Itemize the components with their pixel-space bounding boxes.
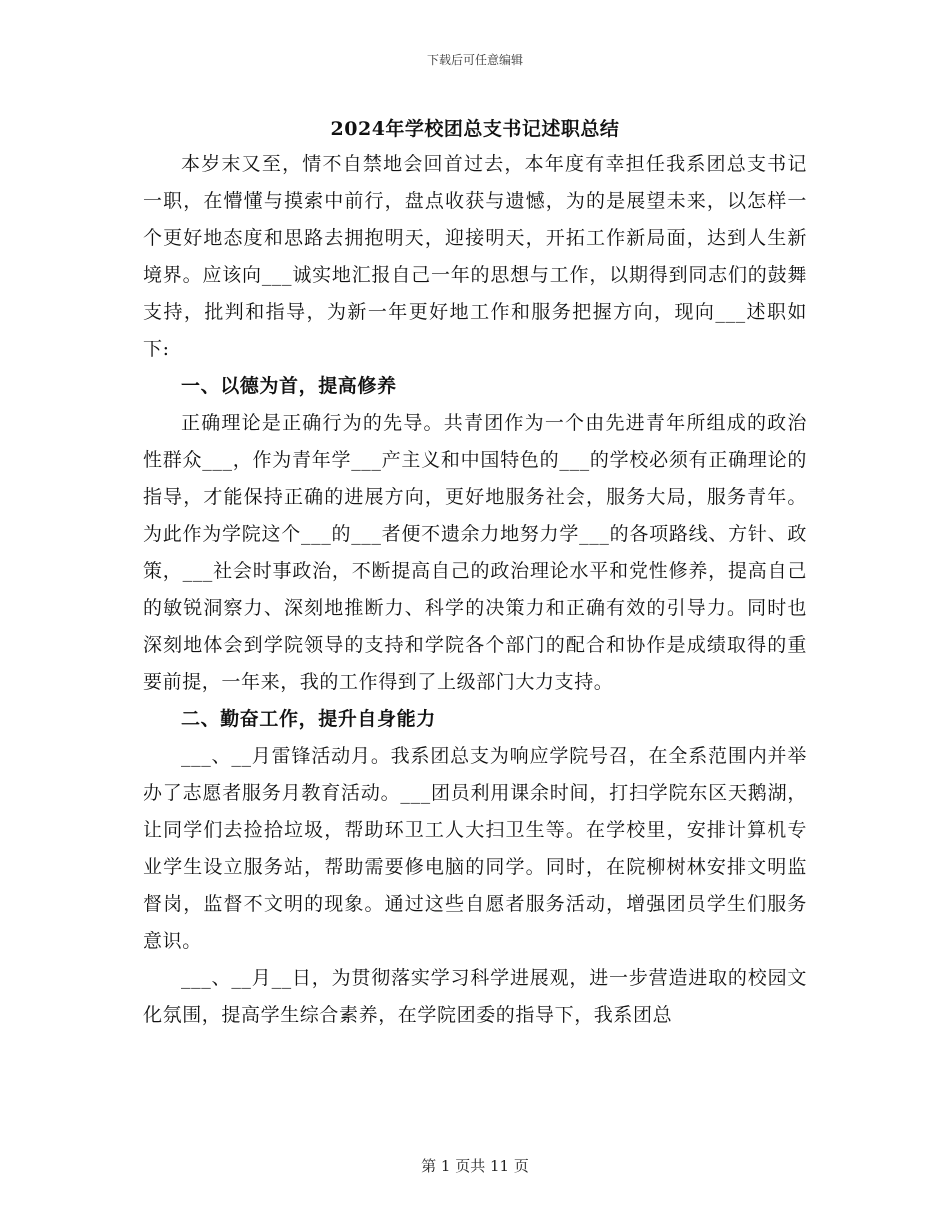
paragraph-culture: ___、__月__日，为贯彻落实学习科学进展观，进一步营造进取的校园文化氛围，提高学生综合素养，在学院团委的指导下，我系团总 <box>143 967 807 1026</box>
document-title: 2024年学校团总支书记述职总结 <box>330 118 620 140</box>
section-heading-2: 二、勤奋工作，提升自身能力 <box>181 708 436 730</box>
section-heading-1: 一、以德为首，提高修养 <box>181 375 397 397</box>
paragraph-intro: 本岁末又至，情不自禁地会回首过去，本年度有幸担任我系团总支书记一职，在懵懂与摸索中前行，盘点收获与遗憾，为的是展望未来，以怎样一个更好地态度和思路去拥抱明天，迎接明天，开拓工作新局面，达到人生新境界。应该向___诚实地汇报自己一年的思想与工作，以期得到同志们的鼓舞支持，批判和指导，为新一年更好地工作和服务把握方向，现向___述职如下: <box>143 153 807 360</box>
paragraph-volunteer: ___、__月雷锋活动月。我系团总支为响应学院号召，在全系范围内并举办了志愿者服务月教育活动。___团员利用课余时间，打扫学院东区天鹅湖，让同学们去捡拾垃圾，帮助环卫工人大扫卫生等。在学校里，安排计算机专业学生设立服务站，帮助需要修电脑的同学。同时，在院柳树林安排文明监督岗，监督不文明的现象。通过这些自愿者服务活动，增强团员学生们服务意识。 <box>143 745 807 952</box>
document-body <box>143 146 807 1034</box>
page-header-note: 下载后可任意编辑 <box>426 53 523 67</box>
page-number: 第 1 页共 11 页 <box>421 1157 529 1175</box>
paragraph-theory: 正确理论是正确行为的先导。共青团作为一个由先进青年所组成的政治性群众___，作为青年学___产主义和中国特色的___的学校必须有正确理论的指导，才能保持正确的进展方向，更好地服务社会，服务大局，服务青年。为此作为学院这个___的___者便不遗余力地努力学___的各项路线、方针、政策，___社会时事政治，不断提高自己的政治理论水平和党性修养，提高自己的敏锐洞察力、深刻地推断力、科学的决策力和正确有效的引导力。同时也深刻地体会到学院领导的支持和学院各个部门的配合和协作是成绩取得的重要前提，一年来，我的工作得到了上级部门大力支持。 <box>143 412 807 693</box>
